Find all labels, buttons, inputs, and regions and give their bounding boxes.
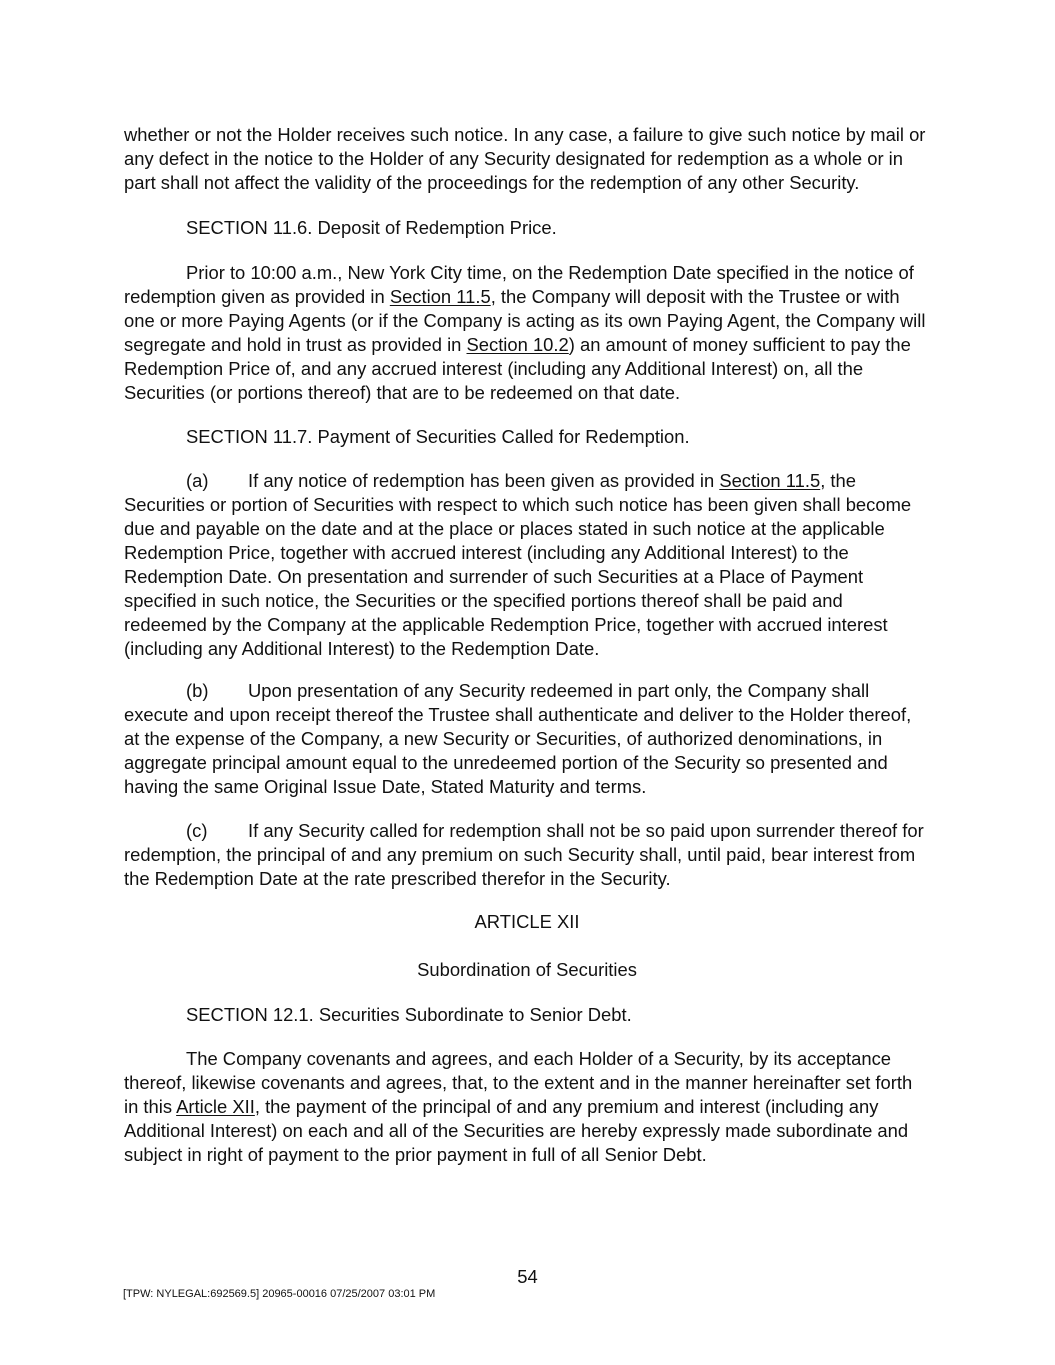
clause-a-text-2: , the Securities or portion of Securities with respect to which such notice has been given shall become due and payable on the date and at the place or places stated in such notice at the applicable Redemption Price, together with accrued interest (including any Additional Interest) to the Redemption Date. On presentation and surrender of such Securities at a Place of Payment specified in such notice, the Securities or the specified portions thereof shall be paid and redeemed by the Company at the applicable Redemption Price, together with accrued interest (including any Additional Interest) to the Redemption Date. — [124, 470, 912, 659]
section-12-1-paragraph — [124, 1047, 930, 1167]
page-number: 54 — [517, 1266, 538, 1287]
section-11-5-link-2[interactable]: Section 11.5 — [719, 470, 821, 491]
clause-c-text: If any Security called for redemption shall not be so paid upon surrender thereof for redemption, the principal of and any premium on such Security shall, until paid, bear interest from the Redemption Date at the rate prescribed therefor in the Security. — [124, 820, 924, 889]
section-12-1-text-2: , the payment of the principal of and any premium and interest (including any Additional Interest) on each and all of the Securities are hereby expressly made subordinate and subject in right of payment to the prior payment in full of all Senior Debt. — [124, 1096, 909, 1165]
section-11-7-a-paragraph — [124, 469, 930, 661]
section-11-5-link[interactable]: Section 11.5 — [389, 286, 491, 307]
section-12-1-heading: SECTION 12.1. Securities Subordinate to Senior Debt. — [186, 1004, 632, 1025]
section-10-2-link[interactable]: Section 10.2 — [466, 334, 569, 355]
section-12-1-text-1: The Company covenants and agrees, and each Holder of a Security, by its acceptance thereof, likewise covenants and agrees, that, to the extent and in the manner hereinafter set forth in this — [124, 1048, 913, 1117]
article-xii-link[interactable]: Article XII — [176, 1096, 255, 1117]
document-footer: [TPW: NYLEGAL:692569.5] 20965-00016 07/25/2007 03:01 PM — [123, 1288, 436, 1300]
article-subtitle: Subordination of Securities — [417, 959, 637, 980]
intro-paragraph — [124, 123, 930, 195]
section-11-6-heading: SECTION 11.6. Deposit of Redemption Price. — [186, 217, 557, 238]
clause-c-label: (c) — [186, 820, 208, 841]
article-title: ARTICLE XII — [474, 911, 580, 932]
section-11-6-text-1: Prior to 10:00 a.m., New York City time, on the Redemption Date specified in the notice of redemption given as provided in — [124, 262, 914, 307]
section-11-6-paragraph — [124, 261, 930, 405]
clause-a-text-1: If any notice of redemption has been given as provided in — [248, 470, 720, 491]
section-11-7-c-paragraph — [124, 819, 930, 891]
intro-paragraph-text: whether or not the Holder receives such notice. In any case, a failure to give such notice by mail or any defect in the notice to the Holder of any Security designated for redemption as a whole or in part shall not affect the validity of the proceedings for the redemption of any other Security. — [124, 124, 926, 193]
section-11-7-b-paragraph — [124, 679, 930, 799]
section-11-6-text-3: ) an amount of money sufficient to pay the Redemption Price of, and any accrued interest (including any Additional Interest) on, all the Securities (or portions thereof) that are to be redeemed on that date. — [124, 334, 911, 403]
section-11-6-text-2: , the Company will deposit with the Trustee or with one or more Paying Agents (or if the Company is acting as its own Paying Agent, the Company will segregate and hold in trust as provided in — [124, 286, 926, 355]
clause-b-text: Upon presentation of any Security redeemed in part only, the Company shall execute and upon receipt thereof the Trustee shall authenticate and deliver to the Holder thereof, at the expense of the Company, a new Security or Securities, of authorized denominations, in aggregate principal amount equal to the unredeemed portion of the Security so presented and having the same Original Issue Date, Stated Maturity and terms. — [124, 680, 912, 797]
section-11-7-heading: SECTION 11.7. Payment of Securities Called for Redemption. — [186, 426, 690, 447]
clause-b-label: (b) — [186, 680, 209, 701]
clause-a-label: (a) — [186, 470, 209, 491]
